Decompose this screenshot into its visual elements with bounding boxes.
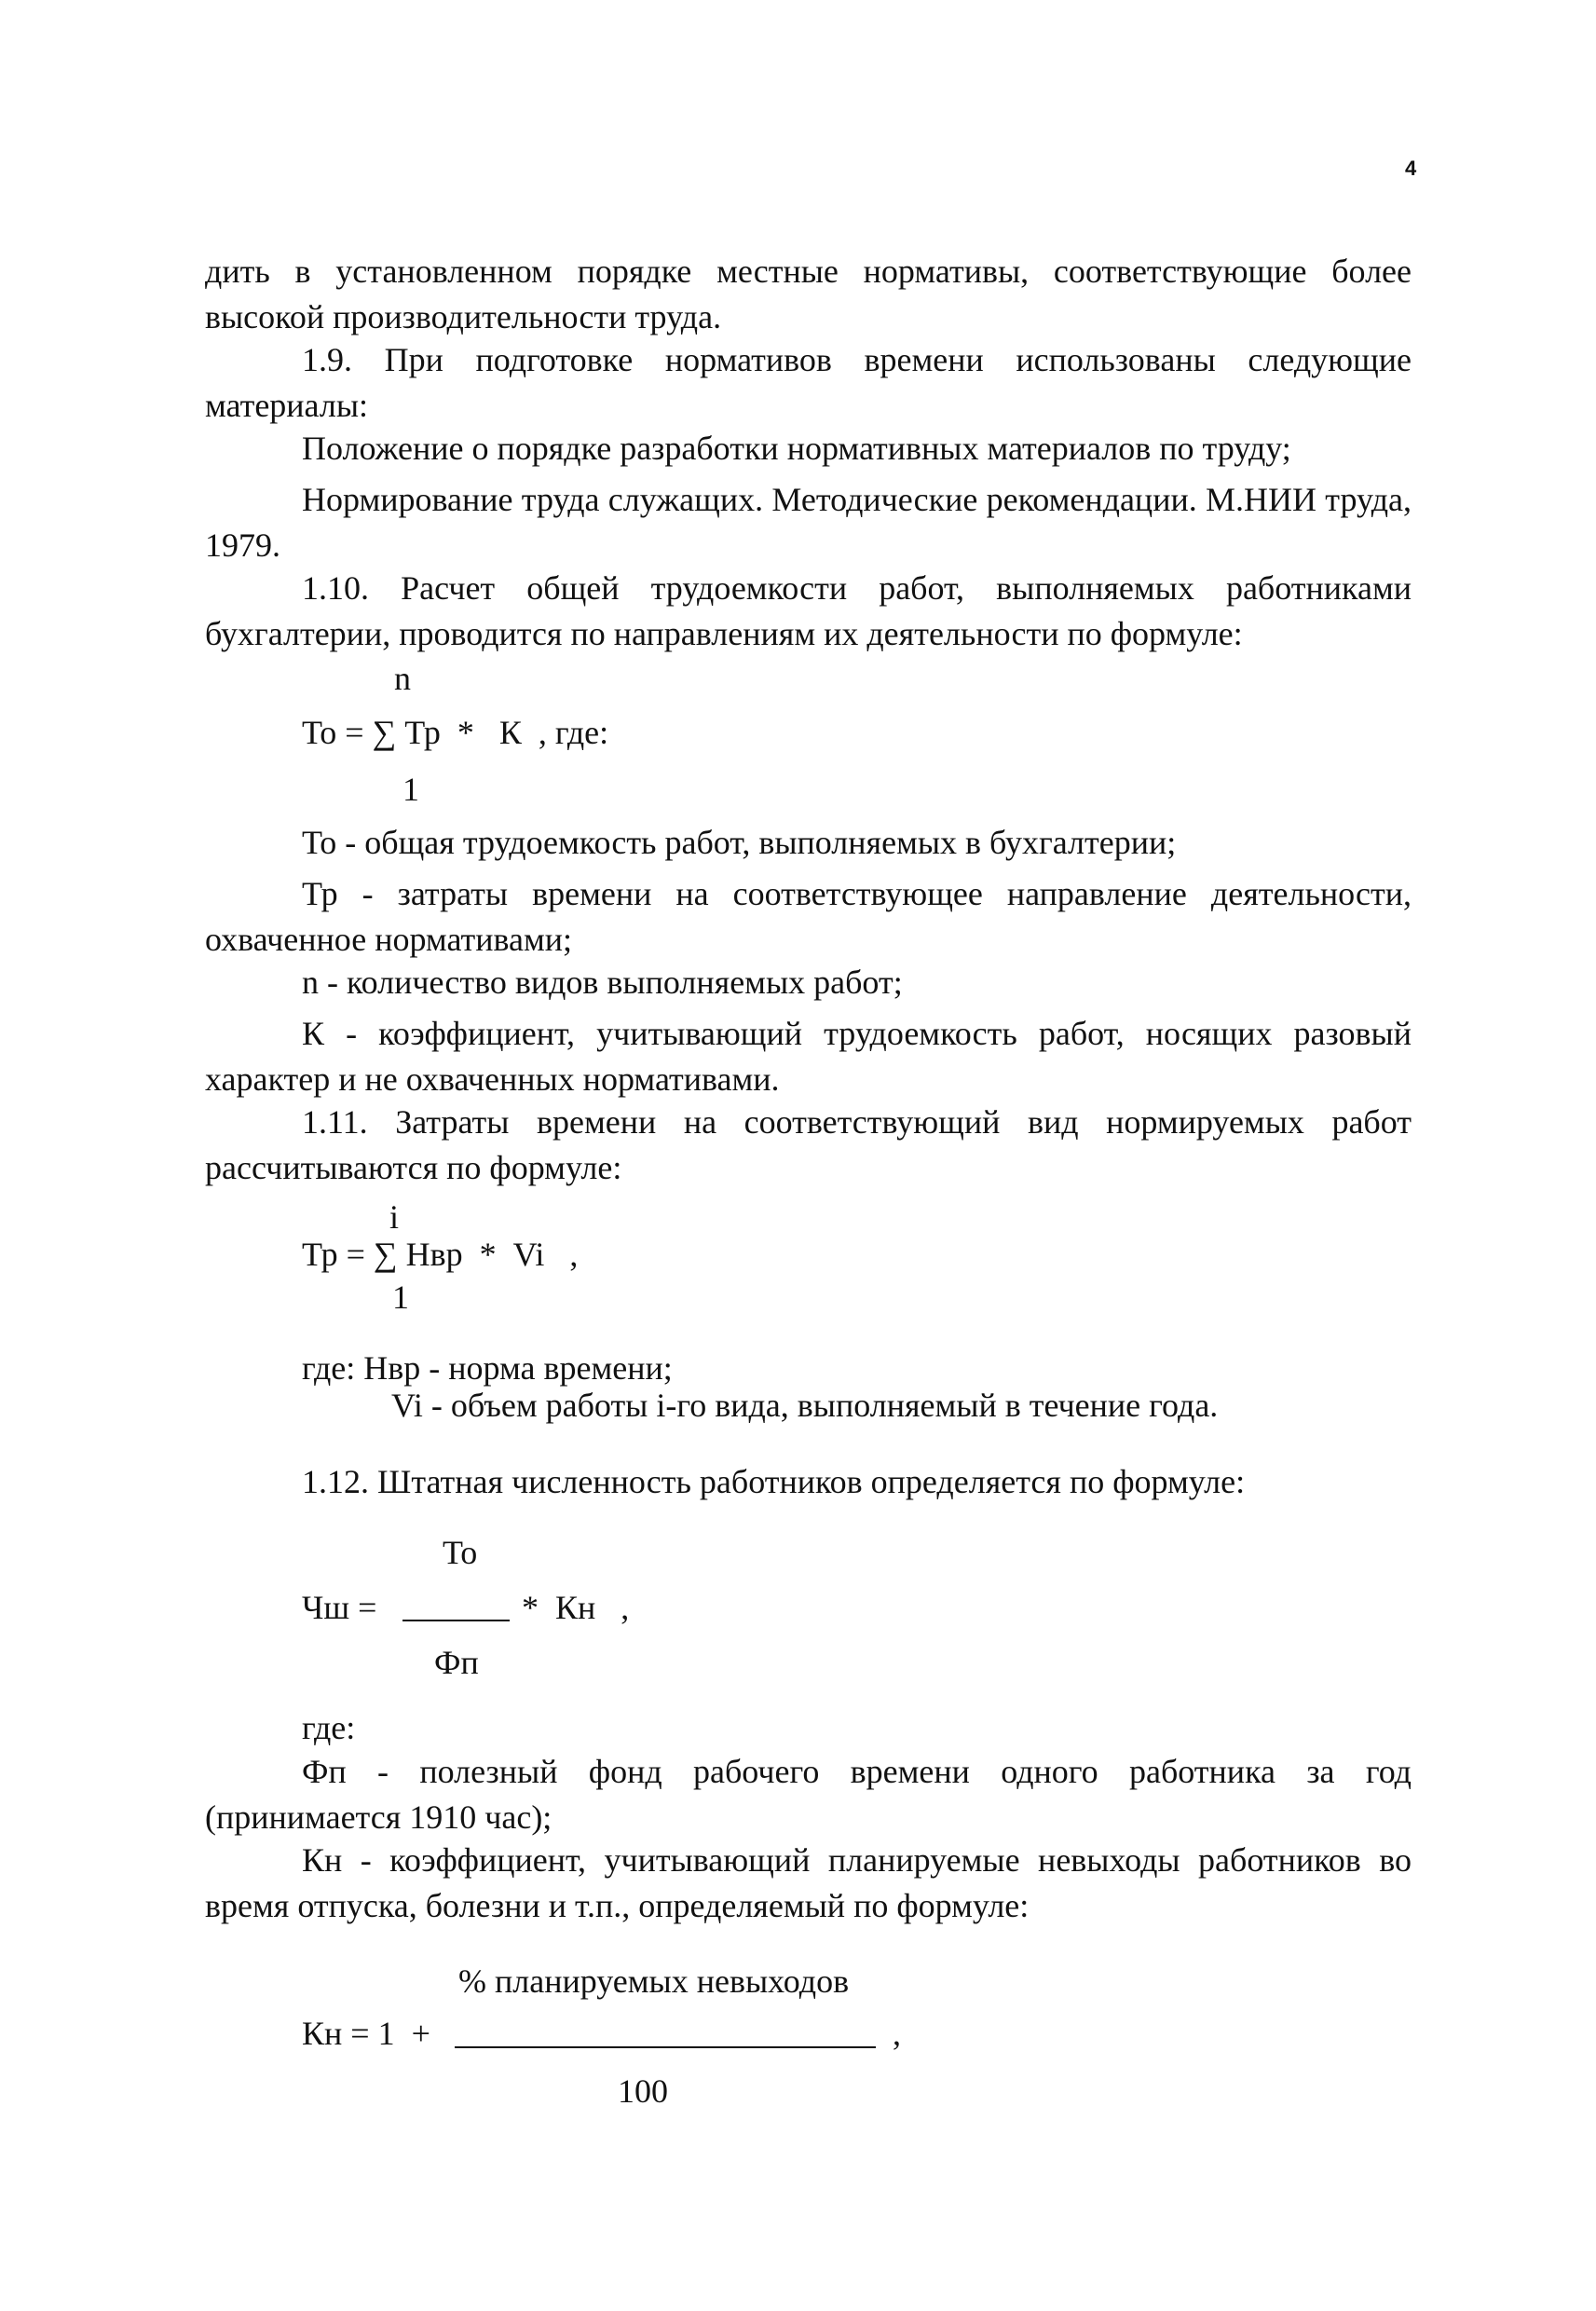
page-number: 4	[1405, 157, 1417, 180]
formula-kn-denominator: 100	[618, 2072, 668, 2110]
formula-kn-fraction-bar	[455, 2046, 876, 2048]
definition-k: К - коэффициент, учитывающий трудоемкость работ, носящих разовый характер и не охваченных нормативами.	[205, 1015, 1412, 1098]
formula-to-upper-limit: n	[394, 660, 411, 697]
definition-vi: Vi - объем работы i-го вида, выполняемый в течение года.	[391, 1387, 1219, 1424]
formula-tp-upper-limit: i	[389, 1198, 400, 1236]
formula-chsh-lhs: Чш =	[302, 1589, 377, 1626]
paragraph-1-12: 1.12. Штатная численность работников определяется по формуле:	[302, 1463, 1246, 1500]
paragraph-1-9: 1.9. При подготовке нормативов времени использованы следующие материалы:	[205, 341, 1412, 424]
formula-kn-numerator: % планируемых невыходов	[458, 1962, 850, 2000]
paragraph-1-10: 1.10. Расчет общей трудоемкости работ, выполняемых работниками бухгалтерии, проводится по направлениям их деятельности по формуле:	[205, 569, 1412, 652]
formula-kn-comma: ,	[893, 2015, 901, 2052]
formula-chsh-fraction-bar	[402, 1620, 510, 1621]
paragraph-1-11: 1.11. Затраты времени на соответствующий вид нормируемых работ рассчитываются по формуле:	[205, 1103, 1412, 1186]
source-item-2: Нормирование труда служащих. Методические рекомендации. М.НИИ труда, 1979.	[205, 481, 1412, 564]
where-label: где:	[302, 1709, 356, 1746]
source-item-1: Положение о порядке разработки нормативных материалов по труду;	[302, 430, 1291, 467]
formula-chsh-numerator: То	[443, 1534, 478, 1571]
formula-tp-lower-limit: 1	[392, 1279, 409, 1316]
formula-to: То = ∑ Тр * К , где:	[302, 714, 609, 751]
formula-tp: Тр = ∑ Нвр * Vi ,	[302, 1236, 579, 1273]
definition-fp: Фп - полезный фонд рабочего времени одного работника за год (принимается 1910 час);	[205, 1753, 1412, 1836]
formula-chsh-rhs: * Кн ,	[522, 1589, 630, 1626]
definition-n: n - количество видов выполняемых работ;	[302, 964, 903, 1001]
definition-kn: Кн - коэффициент, учитывающий планируемые невыходы работников во время отпуска, болезни и т.п., определяемый по формуле:	[205, 1841, 1412, 1924]
formula-chsh-denominator: Фп	[434, 1644, 479, 1681]
formula-to-lower-limit: 1	[402, 771, 419, 808]
definition-to: То - общая трудоемкость работ, выполняемых в бухгалтерии;	[302, 824, 1177, 861]
definition-tp: Тр - затраты времени на соответствующее направление деятельности, охваченное нормативами;	[205, 875, 1412, 958]
where-hvr: где: Нвр - норма времени;	[302, 1349, 673, 1387]
formula-kn-lhs: Кн = 1 +	[302, 2015, 430, 2052]
paragraph-continuation: дить в установленном порядке местные нормативы, соответствующие более высокой производительности труда.	[205, 253, 1412, 335]
